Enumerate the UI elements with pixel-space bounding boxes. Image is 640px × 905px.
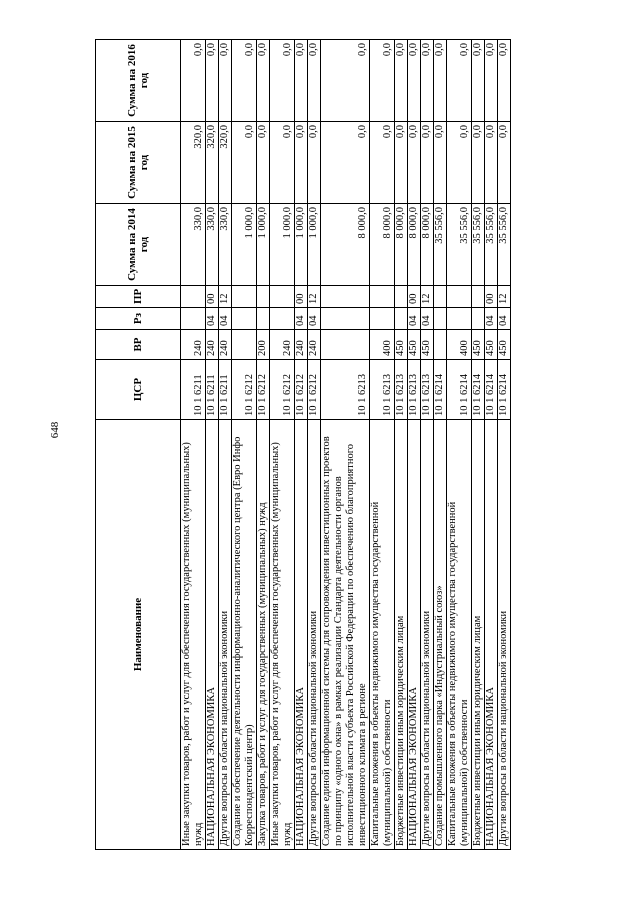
row-sum-2015-cell: 0,0: [308, 122, 321, 204]
row-sum-2015-cell: 0,0: [370, 122, 395, 204]
row-pr-cell: [257, 286, 270, 308]
row-csr-cell: 10 1 6213: [370, 360, 395, 420]
row-pr-cell: 12: [421, 286, 434, 308]
table-row: [408, 40, 421, 850]
page-number: 648: [49, 421, 61, 439]
row-pr-cell: [395, 286, 408, 308]
row-vr-cell: [232, 330, 257, 360]
row-sum-2015-cell: 0,0: [434, 122, 447, 204]
row-name-cell: Другие вопросы в области национальной экономики: [219, 420, 232, 850]
header-csr: ЦСР: [96, 360, 181, 420]
table-row: [498, 40, 511, 850]
row-sum-2014-cell: 35 556,0: [485, 204, 498, 286]
row-csr-cell: 10 1 6214: [498, 360, 511, 420]
row-rz-cell: [232, 308, 257, 330]
row-sum-2016-cell: 0,0: [421, 40, 434, 122]
row-sum-2015-cell: 0,0: [447, 122, 472, 204]
row-sum-2016-cell: 0,0: [232, 40, 257, 122]
table-body: [181, 40, 511, 850]
row-rz-cell: [370, 308, 395, 330]
row-sum-2016-cell: 0,0: [321, 40, 370, 122]
row-sum-2016-cell: 0,0: [498, 40, 511, 122]
row-csr-cell: 10 1 6213: [321, 360, 370, 420]
row-sum-2015-cell: 0,0: [498, 122, 511, 204]
row-pr-cell: [434, 286, 447, 308]
row-csr-cell: 10 1 6211: [219, 360, 232, 420]
row-sum-2015-cell: 0,0: [472, 122, 485, 204]
row-csr-cell: 10 1 6211: [206, 360, 219, 420]
table-row: [447, 40, 472, 850]
header-sum-2015: Сумма на 2015 год: [96, 122, 181, 204]
row-sum-2014-cell: 8 000,0: [395, 204, 408, 286]
row-vr-cell: 450: [395, 330, 408, 360]
row-sum-2014-cell: 330,0: [181, 204, 206, 286]
row-name-cell: НАЦИОНАЛЬНАЯ ЭКОНОМИКА: [206, 420, 219, 850]
row-name-cell: Создание промышленного парка «Индустриальный союз»: [434, 420, 447, 850]
row-vr-cell: [434, 330, 447, 360]
row-csr-cell: 10 1 6212: [270, 360, 295, 420]
row-sum-2014-cell: 1 000,0: [257, 204, 270, 286]
row-pr-cell: [447, 286, 472, 308]
row-csr-cell: 10 1 6213: [421, 360, 434, 420]
row-sum-2014-cell: 1 000,0: [270, 204, 295, 286]
row-sum-2014-cell: 35 556,0: [472, 204, 485, 286]
row-csr-cell: 10 1 6214: [447, 360, 472, 420]
table-row: [434, 40, 447, 850]
row-sum-2015-cell: 0,0: [395, 122, 408, 204]
row-sum-2016-cell: 0,0: [257, 40, 270, 122]
row-name-cell: Создание и обеспечение деятельности информационно-аналитического центра (Евро Инфо Корреспондентский центр): [232, 420, 257, 850]
row-sum-2014-cell: 1 000,0: [295, 204, 308, 286]
table-row: [206, 40, 219, 850]
row-sum-2016-cell: 0,0: [408, 40, 421, 122]
row-vr-cell: 450: [408, 330, 421, 360]
row-pr-cell: [270, 286, 295, 308]
table-row: [395, 40, 408, 850]
row-sum-2015-cell: 320,0: [219, 122, 232, 204]
row-vr-cell: 450: [421, 330, 434, 360]
row-rz-cell: 04: [485, 308, 498, 330]
row-rz-cell: [181, 308, 206, 330]
table-row: [257, 40, 270, 850]
table-row: [270, 40, 295, 850]
row-pr-cell: 00: [295, 286, 308, 308]
row-rz-cell: [434, 308, 447, 330]
row-sum-2014-cell: 35 556,0: [447, 204, 472, 286]
row-name-cell: Другие вопросы в области национальной экономики: [308, 420, 321, 850]
row-rz-cell: [257, 308, 270, 330]
row-pr-cell: [321, 286, 370, 308]
row-pr-cell: 00: [485, 286, 498, 308]
row-name-cell: Другие вопросы в области национальной экономики: [421, 420, 434, 850]
table-row: [295, 40, 308, 850]
row-vr-cell: 240: [308, 330, 321, 360]
row-name-cell: НАЦИОНАЛЬНАЯ ЭКОНОМИКА: [295, 420, 308, 850]
row-rz-cell: [472, 308, 485, 330]
row-name-cell: Иные закупки товаров, работ и услуг для обеспечения государственных (муниципальных) нужд: [270, 420, 295, 850]
row-sum-2015-cell: 0,0: [257, 122, 270, 204]
row-pr-cell: [370, 286, 395, 308]
row-rz-cell: 04: [308, 308, 321, 330]
row-sum-2015-cell: 0,0: [270, 122, 295, 204]
row-sum-2015-cell: 0,0: [295, 122, 308, 204]
row-name-cell: Капитальные вложения в объекты недвижимого имущества государственной (муниципальной) собственности: [370, 420, 395, 850]
row-vr-cell: 240: [219, 330, 232, 360]
row-sum-2016-cell: 0,0: [181, 40, 206, 122]
header-pr: ПР: [96, 286, 181, 308]
table-row: [421, 40, 434, 850]
row-sum-2014-cell: 35 556,0: [434, 204, 447, 286]
row-sum-2014-cell: 8 000,0: [408, 204, 421, 286]
row-sum-2016-cell: 0,0: [472, 40, 485, 122]
row-sum-2014-cell: 1 000,0: [232, 204, 257, 286]
row-pr-cell: 00: [206, 286, 219, 308]
row-rz-cell: 04: [206, 308, 219, 330]
row-sum-2016-cell: 0,0: [370, 40, 395, 122]
row-rz-cell: [321, 308, 370, 330]
row-rz-cell: [395, 308, 408, 330]
row-sum-2016-cell: 0,0: [485, 40, 498, 122]
row-sum-2016-cell: 0,0: [308, 40, 321, 122]
row-name-cell: Бюджетные инвестиции иным юридическим лицам: [395, 420, 408, 850]
row-vr-cell: 400: [370, 330, 395, 360]
row-sum-2015-cell: 0,0: [421, 122, 434, 204]
row-sum-2016-cell: 0,0: [395, 40, 408, 122]
row-pr-cell: 12: [308, 286, 321, 308]
row-csr-cell: 10 1 6214: [472, 360, 485, 420]
header-rz: Рз: [96, 308, 181, 330]
row-csr-cell: 10 1 6212: [257, 360, 270, 420]
row-sum-2016-cell: 0,0: [434, 40, 447, 122]
row-name-cell: Бюджетные инвестиции иным юридическим лицам: [472, 420, 485, 850]
row-csr-cell: 10 1 6212: [295, 360, 308, 420]
row-sum-2014-cell: 330,0: [206, 204, 219, 286]
row-csr-cell: 10 1 6212: [232, 360, 257, 420]
row-sum-2015-cell: 0,0: [485, 122, 498, 204]
row-rz-cell: 04: [295, 308, 308, 330]
header-sum-2016: Сумма на 2016 год: [96, 40, 181, 122]
table-row: [370, 40, 395, 850]
row-name-cell: Закупка товаров, работ и услуг для государственных (муниципальных) нужд: [257, 420, 270, 850]
row-pr-cell: 12: [498, 286, 511, 308]
budget-table: [95, 39, 511, 850]
row-name-cell: Создание единой информационной системы для сопровождения инвестиционных проектов по принципу «одного окна» в рамках реализации Стандарта деятельности органов исполнительной власти субъекта Российской Федерации по обеспечению благоприятного инвестиционного климата в регионе: [321, 420, 370, 850]
row-vr-cell: [321, 330, 370, 360]
row-csr-cell: 10 1 6211: [181, 360, 206, 420]
row-sum-2014-cell: 8 000,0: [321, 204, 370, 286]
row-sum-2016-cell: 0,0: [270, 40, 295, 122]
row-name-cell: Другие вопросы в области национальной экономики: [498, 420, 511, 850]
row-name-cell: Иные закупки товаров, работ и услуг для обеспечения государственных (муниципальных) нужд: [181, 420, 206, 850]
row-name-cell: Капитальные вложения в объекты недвижимого имущества государственной (муниципальной) собственности: [447, 420, 472, 850]
header-sum-2014: Сумма на 2014 год: [96, 204, 181, 286]
row-vr-cell: 450: [498, 330, 511, 360]
row-vr-cell: 200: [257, 330, 270, 360]
row-csr-cell: 10 1 6214: [485, 360, 498, 420]
row-sum-2015-cell: 0,0: [232, 122, 257, 204]
row-sum-2016-cell: 0,0: [219, 40, 232, 122]
row-pr-cell: [181, 286, 206, 308]
row-csr-cell: 10 1 6213: [408, 360, 421, 420]
row-sum-2016-cell: 0,0: [447, 40, 472, 122]
row-sum-2014-cell: 1 000,0: [308, 204, 321, 286]
row-vr-cell: 240: [295, 330, 308, 360]
row-name-cell: НАЦИОНАЛЬНАЯ ЭКОНОМИКА: [485, 420, 498, 850]
row-name-cell: НАЦИОНАЛЬНАЯ ЭКОНОМИКА: [408, 420, 421, 850]
table-row: [219, 40, 232, 850]
table-row: [308, 40, 321, 850]
row-csr-cell: 10 1 6212: [308, 360, 321, 420]
row-vr-cell: 400: [447, 330, 472, 360]
table-row: [485, 40, 498, 850]
row-sum-2014-cell: 330,0: [219, 204, 232, 286]
row-pr-cell: [472, 286, 485, 308]
row-sum-2015-cell: 320,0: [181, 122, 206, 204]
row-rz-cell: 04: [219, 308, 232, 330]
header-name: Наименование: [96, 420, 181, 850]
table-row: [181, 40, 206, 850]
row-csr-cell: 10 1 6214: [434, 360, 447, 420]
row-pr-cell: 12: [219, 286, 232, 308]
row-rz-cell: [447, 308, 472, 330]
row-rz-cell: 04: [408, 308, 421, 330]
row-rz-cell: 04: [498, 308, 511, 330]
table-row: [472, 40, 485, 850]
row-sum-2016-cell: 0,0: [206, 40, 219, 122]
row-csr-cell: 10 1 6213: [395, 360, 408, 420]
row-pr-cell: [232, 286, 257, 308]
header-vr: ВР: [96, 330, 181, 360]
row-vr-cell: 450: [485, 330, 498, 360]
row-sum-2015-cell: 320,0: [206, 122, 219, 204]
row-vr-cell: 240: [181, 330, 206, 360]
row-pr-cell: 00: [408, 286, 421, 308]
row-sum-2014-cell: 8 000,0: [421, 204, 434, 286]
table-row: [321, 40, 370, 850]
row-vr-cell: 240: [270, 330, 295, 360]
table-row: [232, 40, 257, 850]
row-vr-cell: 450: [472, 330, 485, 360]
budget-table-container: [95, 40, 511, 850]
row-sum-2015-cell: 0,0: [321, 122, 370, 204]
row-rz-cell: [270, 308, 295, 330]
row-sum-2014-cell: 8 000,0: [370, 204, 395, 286]
row-vr-cell: 240: [206, 330, 219, 360]
row-sum-2016-cell: 0,0: [295, 40, 308, 122]
row-sum-2014-cell: 35 556,0: [498, 204, 511, 286]
table-header-row: [96, 40, 181, 850]
row-rz-cell: 04: [421, 308, 434, 330]
row-sum-2015-cell: 0,0: [408, 122, 421, 204]
